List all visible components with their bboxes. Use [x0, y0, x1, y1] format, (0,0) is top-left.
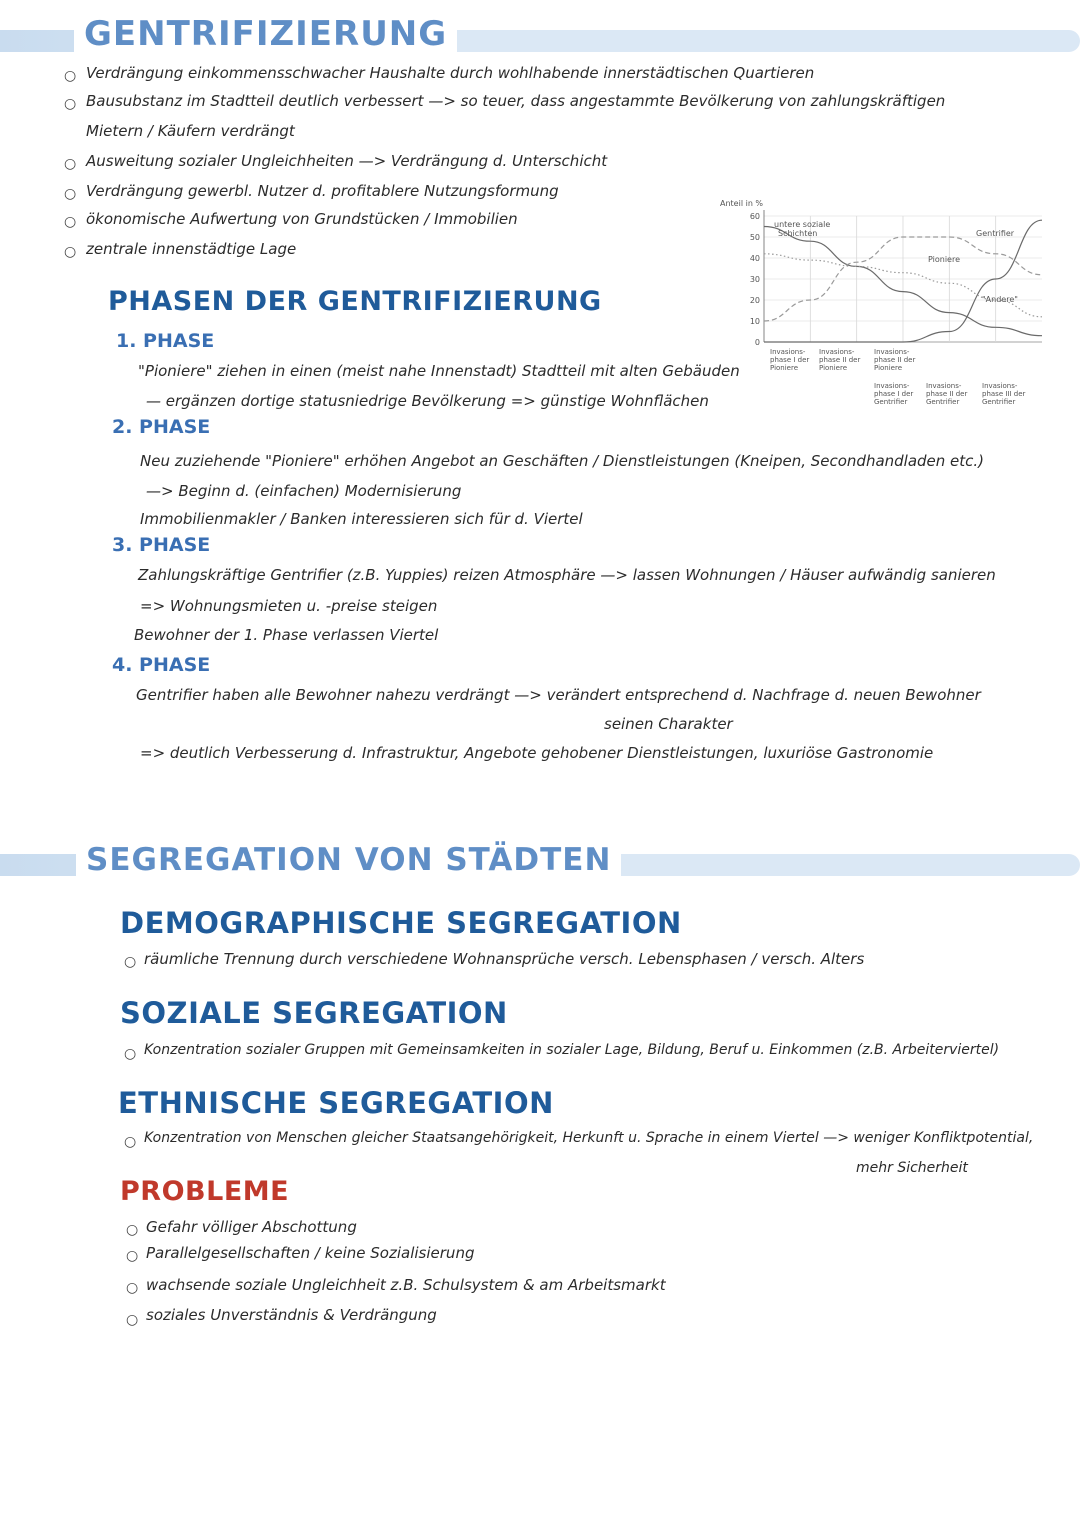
- phase-3-text: Bewohner der 1. Phase verlassen Viertel: [134, 626, 439, 644]
- gentrification-phase-chart: [712, 196, 1062, 416]
- series-label-untere: untere soziale: [774, 220, 831, 229]
- ethnic-segregation-heading: ETHNISCHE SEGREGATION: [118, 1086, 554, 1120]
- problems-heading: PROBLEME: [120, 1176, 290, 1207]
- problem-item: soziales Unverständnis & Verdrängung: [146, 1306, 437, 1324]
- bullet-icon: ○: [126, 1248, 139, 1264]
- social-segregation-heading: SOZIALE SEGREGATION: [120, 996, 508, 1030]
- demographic-segregation-text: räumliche Trennung durch verschiedene Wohnansprüche versch. Lebensphasen / versch. Alters: [144, 950, 865, 968]
- chart-ylabel: Anteil in %: [720, 199, 764, 208]
- phase-1-text: "Pioniere" ziehen in einen (meist nahe Innenstadt) Stadtteil mit alten Gebäuden: [138, 362, 740, 380]
- series-label-untere-2: Schichten: [778, 229, 818, 238]
- phase-top-label: Invasions-: [819, 348, 855, 356]
- page-title-gentrifizierung: GENTRIFIZIERUNG: [74, 14, 457, 54]
- phase-3-label: 3. PHASE: [112, 534, 211, 556]
- problem-item: Gefahr völliger Abschottung: [146, 1218, 357, 1236]
- phase-2-label: 2. PHASE: [112, 416, 211, 438]
- phases-heading: PHASEN DER GENTRIFIZIERUNG: [108, 286, 602, 317]
- phase-bottom-label: Gentrifier: [982, 398, 1016, 406]
- bullet-icon: ○: [126, 1312, 139, 1328]
- series-label-pioniere: Pioniere: [928, 255, 961, 264]
- bullet-text: zentrale innenstädtige Lage: [86, 240, 297, 258]
- phase-3-text: Zahlungskräftige Gentrifier (z.B. Yuppies) reizen Atmosphäre —> lassen Wohnungen / Häuser aufwändig sanieren: [138, 566, 996, 584]
- phase-3-text: => Wohnungsmieten u. -preise steigen: [140, 597, 438, 615]
- bullet-text-continued: Mietern / Käufern verdrängt: [86, 122, 295, 140]
- phase-4-text: seinen Charakter: [604, 715, 733, 733]
- phase-bottom-label: phase III der: [982, 390, 1026, 398]
- phase-top-label: Pioniere: [874, 364, 903, 372]
- phase-top-label: Pioniere: [770, 364, 799, 372]
- chart-ytick-label: 0: [754, 338, 760, 347]
- problem-item: wachsende soziale Ungleichheit z.B. Schulsystem & am Arbeitsmarkt: [146, 1276, 666, 1294]
- phase-4-text: Gentrifier haben alle Bewohner nahezu verdrängt —> verändert entsprechend d. Nachfrage d. neuen Bewohner: [136, 686, 981, 704]
- phase-bottom-label: Gentrifier: [926, 398, 960, 406]
- phase-bottom-label: Gentrifier: [874, 398, 908, 406]
- bullet-icon: ○: [124, 954, 137, 970]
- phase-4-label: 4. PHASE: [112, 654, 211, 676]
- phase-top-label: phase I der: [770, 356, 810, 364]
- bullet-text: Bausubstanz im Stadtteil deutlich verbessert —> so teuer, dass angestammte Bevölkerung von zahlungskräftigen: [86, 92, 946, 110]
- phase-4-text: => deutlich Verbesserung d. Infrastruktur, Angebote gehobener Dienstleistungen, luxuriöse Gastronomie: [140, 744, 934, 762]
- phase-bottom-label: phase II der: [926, 390, 968, 398]
- bullet-icon: ○: [64, 96, 77, 112]
- chart-ytick-label: 10: [749, 317, 760, 326]
- phase-bottom-label: Invasions-: [874, 382, 910, 390]
- phase-bottom-label: Invasions-: [926, 382, 962, 390]
- phase-2-text: —> Beginn d. (einfachen) Modernisierung: [146, 482, 462, 500]
- bullet-icon: ○: [64, 244, 77, 260]
- bullet-icon: ○: [126, 1222, 139, 1238]
- phase-1-label: 1. PHASE: [116, 330, 215, 352]
- phase-top-label: Pioniere: [819, 364, 848, 372]
- ethnic-segregation-text: Konzentration von Menschen gleicher Staatsangehörigkeit, Herkunft u. Sprache in einem Viertel —> weniger Konfliktpotential,: [144, 1130, 1034, 1146]
- chart-ytick-label: 50: [749, 233, 760, 242]
- bullet-icon: ○: [126, 1280, 139, 1296]
- phase-1-text: — ergänzen dortige statusniedrige Bevölkerung => günstige Wohnflächen: [146, 392, 709, 410]
- chart-ytick-label: 30: [749, 275, 760, 284]
- demographic-segregation-heading: DEMOGRAPHISCHE SEGREGATION: [120, 906, 682, 940]
- page-title-segregation: SEGREGATION VON STÄDTEN: [76, 842, 621, 878]
- bullet-text: ökonomische Aufwertung von Grundstücken / Immobilien: [86, 210, 518, 228]
- series-label-andere: "Andere": [982, 295, 1018, 304]
- bullet-icon: ○: [64, 68, 77, 84]
- phase-top-label: phase II der: [819, 356, 861, 364]
- problem-item: Parallelgesellschaften / keine Sozialisierung: [146, 1244, 475, 1262]
- ethnic-segregation-text-continued: mehr Sicherheit: [856, 1160, 968, 1176]
- bullet-icon: ○: [124, 1134, 137, 1150]
- chart-ytick-label: 60: [749, 212, 760, 221]
- bullet-text: Verdrängung einkommensschwacher Haushalte durch wohlhabende innerstädtischen Quartieren: [86, 64, 815, 82]
- phase-top-label: phase II der: [874, 356, 916, 364]
- phase-bottom-label: Invasions-: [982, 382, 1018, 390]
- chart-ytick-label: 40: [749, 254, 760, 263]
- phase-2-text: Neu zuziehende "Pioniere" erhöhen Angebot an Geschäften / Dienstleistungen (Kneipen, Secondhandladen etc.): [140, 452, 985, 470]
- bullet-icon: ○: [64, 186, 77, 202]
- phase-2-text: Immobilienmakler / Banken interessieren sich für d. Viertel: [140, 510, 583, 528]
- chart-ytick-label: 20: [749, 296, 760, 305]
- bullet-text: Ausweitung sozialer Ungleichheiten —> Verdrängung d. Unterschicht: [86, 152, 608, 170]
- series-label-gentrifier: Gentrifier: [976, 229, 1015, 238]
- phase-bottom-label: phase I der: [874, 390, 914, 398]
- social-segregation-text: Konzentration sozialer Gruppen mit Gemeinsamkeiten in sozialer Lage, Bildung, Beruf u. Einkommen (z.B. Arbeiterviertel): [144, 1042, 1000, 1058]
- phase-top-label: Invasions-: [874, 348, 910, 356]
- bullet-icon: ○: [64, 156, 77, 172]
- bullet-text: Verdrängung gewerbl. Nutzer d. profitablere Nutzungsformung: [86, 182, 559, 200]
- phase-top-label: Invasions-: [770, 348, 806, 356]
- bullet-icon: ○: [124, 1046, 137, 1062]
- bullet-icon: ○: [64, 214, 77, 230]
